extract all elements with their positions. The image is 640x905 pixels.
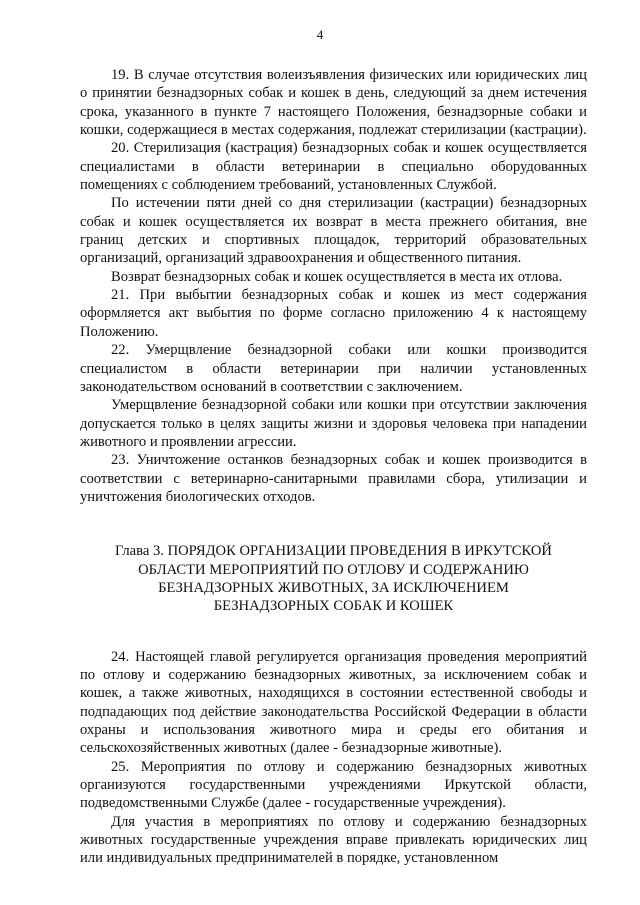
paragraph-21: 21. При выбытии безнадзорных собак и кошек из мест содержания оформляется акт выбытия по форме согласно приложению 4 к настоящему Положению. — [80, 287, 587, 340]
chapter-heading-line: Глава 3. ПОРЯДОК ОРГАНИЗАЦИИ ПРОВЕДЕНИЯ В ИРКУТСКОЙ — [115, 543, 552, 560]
paragraph-20-return: По истечении пяти дней со дня стерилизации (кастрации) безнадзорных собак и кошек осуществляется их возврат в места прежнего обитания, вне границ детских и спортивных площадок, территорий образовательных организаций, организаций здравоохранения и общественного питания. — [80, 195, 587, 267]
paragraph-19: 19. В случае отсутствия волеизъявления физических или юридических лиц о принятии безнадзорных собак и кошек в день, следующий за днем истечения срока, указанного в пункте 7 настоящего Положения, безнадзорные собаки и кошки, содержащиеся в местах содержания, подлежат стерилизации (кастрации). — [80, 67, 587, 139]
chapter-heading-line: ОБЛАСТИ МЕРОПРИЯТИЙ ПО ОТЛОВУ И СОДЕРЖАНИЮ — [138, 561, 529, 578]
paragraph-20: 20. Стерилизация (кастрация) безнадзорных собак и кошек осуществляется специалистами в области ветеринарии в специально оборудованных помещениях с соблюдением требований, установленных Службой. — [80, 140, 587, 194]
page-number: 4 — [316, 27, 324, 42]
chapter-heading-line: БЕЗНАДЗОРНЫХ СОБАК И КОШЕК — [213, 598, 454, 615]
paragraph-22-exception: Умерщвление безнадзорной собаки или кошки при отсутствии заключения допускается только в целях защиты жизни и здоровья человека при нападении животного и проявлении агрессии. — [80, 397, 587, 450]
paragraph-24: 24. Настоящей главой регулируется организация проведения мероприятий по отлову и содержанию безнадзорных животных, за исключением собак и кошек, а также животных, находящихся в состоянии естественной свободы и подпадающих под действие законодательства Российской Федерации в области охраны и использования животного мира и среды его обитания и сельскохозяйственных животных (далее - безнадзорные животные). — [80, 648, 587, 757]
paragraph-23: 23. Уничтожение останков безнадзорных собак и кошек производится в соответствии с ветеринарно-санитарными правилами сбора, утилизации и уничтожения биологических отходов. — [80, 452, 587, 505]
paragraph-20-return-place: Возврат безнадзорных собак и кошек осуществляется в места их отлова. — [111, 268, 563, 285]
document-body — [80, 66, 587, 868]
paragraph-25: 25. Мероприятия по отлову и содержанию безнадзорных животных организуются государственными учреждениями Иркутской области, подведомственными Службе (далее - государственные учреждения). — [80, 758, 587, 812]
chapter-heading — [80, 542, 587, 615]
paragraph-25-participation: Для участия в мероприятиях по отлову и содержанию безнадзорных животных государственные учреждения вправе привлекать юридических лиц или индивидуальных предпринимателей в порядке, установленном — [80, 813, 587, 867]
chapter-heading-line: БЕЗНАДЗОРНЫХ ЖИВОТНЫХ, ЗА ИСКЛЮЧЕНИЕМ — [158, 579, 509, 596]
paragraph-22: 22. Умерщвление безнадзорной собаки или кошки производится специалистом в области ветеринарии при наличии установленных законодательством оснований в соответствии с заключением. — [80, 342, 587, 395]
